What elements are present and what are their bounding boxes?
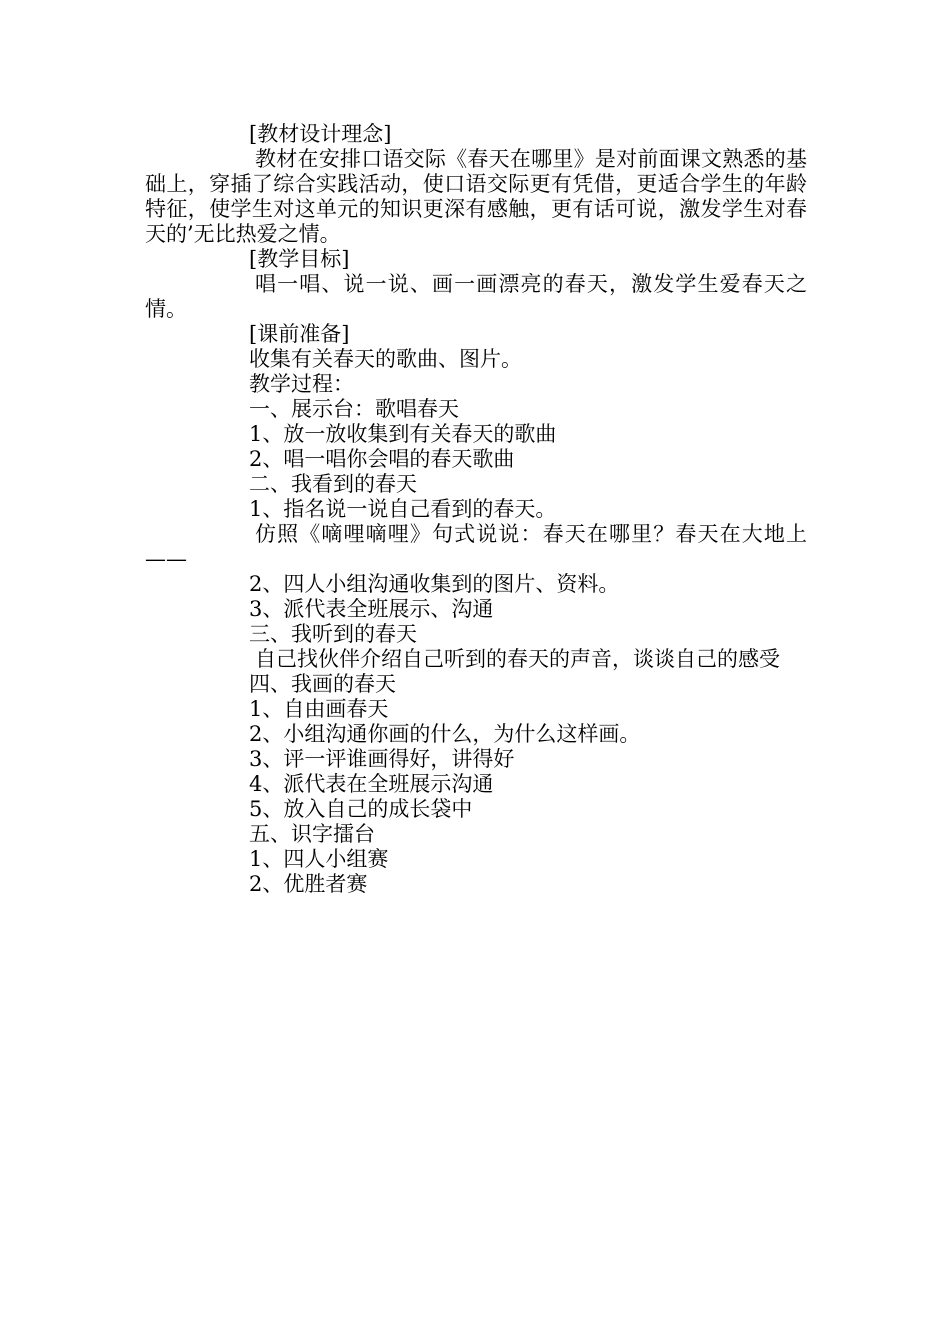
paragraph-heard-spring: 自己找伙伴介绍自己听到的春天的声音，谈谈自己的感受 xyxy=(255,647,780,671)
list-item: 1、四人小组赛 xyxy=(249,847,389,871)
list-item: 1、指名说一说自己看到的春天。 xyxy=(249,497,557,521)
section-heading-design-concept: [教材设计理念] xyxy=(249,122,392,146)
step-heading-5: 五、识字擂台 xyxy=(249,822,375,846)
list-item: 2、小组沟通你画的什么，为什么这样画。 xyxy=(249,722,641,746)
step-heading-2: 二、我看到的春天 xyxy=(249,472,417,496)
step-heading-3: 三、我听到的春天 xyxy=(249,622,417,646)
paragraph-imitation: 仿照《嘀哩嘀哩》句式说说：春天在哪里？春天在大地上—— xyxy=(145,522,807,571)
list-item: 2、四人小组沟通收集到的图片、资料。 xyxy=(249,572,620,596)
step-heading-4: 四、我画的春天 xyxy=(249,672,396,696)
step-heading-1: 一、展示台：歌唱春天 xyxy=(249,397,459,421)
list-item: 3、评一评谁画得好，讲得好 xyxy=(249,747,515,771)
list-item: 3、派代表全班展示、沟通 xyxy=(249,597,494,621)
list-item: 收集有关春天的歌曲、图片。 xyxy=(249,347,522,371)
document-body xyxy=(145,122,807,897)
paragraph-teaching-goals: 唱一唱、说一说、画一画漂亮的春天，激发学生爱春天之情。 xyxy=(145,272,807,321)
list-item: 4、派代表在全班展示沟通 xyxy=(249,772,494,796)
paragraph-design-concept: 教材在安排口语交际《春天在哪里》是对前面课文熟悉的基础上，穿插了综合实践活动，使口语交际更有凭借，更适合学生的年龄特征，使学生对这单元的知识更深有感触，更有话可说，激发学生对春天的’无比热爱之情。 xyxy=(145,147,807,246)
section-heading-teaching-goals: [教学目标] xyxy=(249,247,350,271)
list-item: 1、放一放收集到有关春天的歌曲 xyxy=(249,422,557,446)
list-item: 2、唱一唱你会唱的春天歌曲 xyxy=(249,447,515,471)
section-heading-preparation: [课前准备] xyxy=(249,322,350,346)
list-item: 5、放入自己的成长袋中 xyxy=(249,797,473,821)
list-item: 1、自由画春天 xyxy=(249,697,389,721)
section-heading-teaching-process: 教学过程： xyxy=(249,372,354,396)
list-item: 2、优胜者赛 xyxy=(249,872,368,896)
